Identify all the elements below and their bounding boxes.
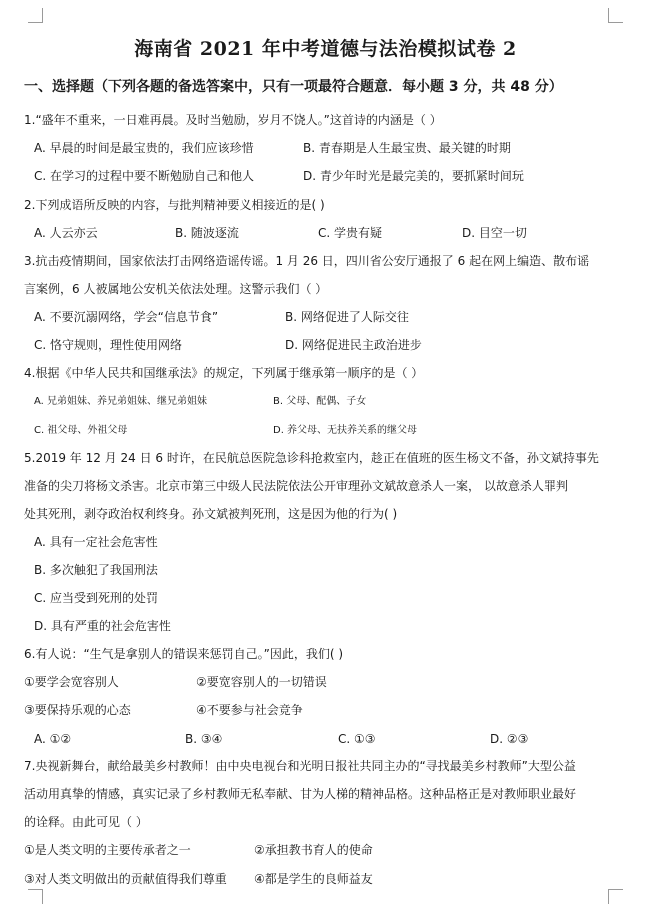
question-2-option-c: C. 学贵有疑 [318, 226, 383, 240]
corner-mark-bottom-left [28, 889, 43, 904]
question-5-stem-line-2: 准备的尖刀将杨文杀害。北京市第三中级人民法院依法公开审理孙文斌故意杀人一案， 以故意杀人罪判 [24, 479, 568, 493]
question-5-option-b: B. 多次触犯了我国刑法 [34, 563, 158, 577]
question-6-statement-3: ③要保持乐观的心态 [24, 703, 131, 717]
question-5-option-a: A. 具有一定社会危害性 [34, 535, 158, 549]
section-heading: 一、选择题（下列各题的备选答案中，只有一项最符合题意．每小题 3 分，共 48 分） [24, 79, 563, 95]
question-7-statement-4: ④都是学生的良师益友 [254, 872, 373, 886]
question-6-option-b: B. ③④ [185, 732, 223, 746]
question-1-stem: 1.“盛年不重来，一日难再晨。及时当勉励，岁月不饶人。”这首诗的内涵是（ ） [24, 113, 442, 127]
question-3-stem-line-1: 3.抗击疫情期间，国家依法打击网络造谣传谣。1 月 26 日，四川省公安厅通报了 6 起在网上编造、散布谣 [24, 254, 590, 268]
question-3-option-b: B. 网络促进了人际交往 [285, 310, 409, 324]
question-6-option-c: C. ①③ [338, 732, 376, 746]
question-5-stem-line-3: 处其死刑，剥夺政治权利终身。孙文斌被判死刑，这是因为他的行为( ) [24, 507, 398, 521]
corner-mark-bottom-right [608, 889, 623, 904]
question-1-option-c: C. 在学习的过程中要不断勉励自己和他人 [34, 169, 255, 183]
corner-mark-top-left [28, 8, 43, 23]
question-7-stem-line-3: 的诠释。由此可见（ ） [24, 815, 148, 829]
question-6-statement-1: ①要学会宽容别人 [24, 675, 119, 689]
question-2-option-b: B. 随波逐流 [175, 226, 239, 240]
question-2-option-d: D. 目空一切 [462, 226, 527, 240]
corner-mark-top-right [608, 8, 623, 23]
question-7-statement-3: ③对人类文明做出的贡献值得我们尊重 [24, 872, 227, 886]
question-2-option-a: A. 人云亦云 [34, 226, 98, 240]
question-7-stem-line-1: 7.央视新舞台，献给最美乡村教师！由中央电视台和光明日报社共同主办的“寻找最美乡村教师”大型公益 [24, 759, 576, 773]
question-6-statement-4: ④不要参与社会竞争 [196, 703, 303, 717]
question-7-statement-1: ①是人类文明的主要传承者之一 [24, 843, 191, 857]
question-4-option-a: A. 兄弟姐妹、养兄弟姐妹、继兄弟姐妹 [34, 396, 208, 407]
question-1-option-b: B. 青春期是人生最宝贵、最关键的时期 [303, 141, 511, 155]
question-5-option-c: C. 应当受到死刑的处罚 [34, 591, 159, 605]
question-1-option-a: A. 早晨的时间是最宝贵的，我们应该珍惜 [34, 141, 254, 155]
question-6-option-a: A. ①② [34, 732, 72, 746]
question-4-option-b: B. 父母、配偶、子女 [273, 396, 367, 407]
question-3-option-c: C. 恪守规则，理性使用网络 [34, 338, 183, 352]
question-7-stem-line-2: 活动用真挚的情感，真实记录了乡村教师无私奉献、甘为人梯的精神品格。这种品格正是对教师职业最好 [24, 787, 577, 801]
question-6-statement-2: ②要宽容别人的一切错误 [196, 675, 327, 689]
question-2-stem: 2.下列成语所反映的内容，与批判精神要义相接近的是( ) [24, 198, 325, 212]
question-3-option-a: A. 不要沉溺网络，学会“信息节食” [34, 310, 219, 324]
question-3-option-d: D. 网络促进民主政治进步 [285, 338, 422, 352]
page-title: 海南省 2021 年中考道德与法治模拟试卷 2 [134, 38, 517, 60]
question-5-stem-line-1: 5.2019 年 12 月 24 日 6 时许，在民航总医院急诊科抢救室内，趁正在值班的医生杨文不备，孙文斌持事先 [24, 451, 599, 465]
question-7-statement-2: ②承担教书育人的使命 [254, 843, 373, 857]
question-4-option-c: C. 祖父母、外祖父母 [34, 425, 128, 436]
question-3-stem-line-2: 言案例，6 人被属地公安机关依法处理。这警示我们（ ） [24, 282, 328, 296]
question-4-option-d: D. 养父母、无扶养关系的继父母 [273, 425, 418, 436]
question-1-option-d: D. 青少年时光是最完美的，要抓紧时间玩 [303, 169, 524, 183]
question-6-option-d: D. ②③ [490, 732, 529, 746]
question-5-option-d: D. 具有严重的社会危害性 [34, 619, 171, 633]
question-4-stem: 4.根据《中华人民共和国继承法》的规定，下列属于继承第一顺序的是（ ） [24, 366, 424, 380]
question-6-stem: 6.有人说：“生气是拿别人的错误来惩罚自己。”因此，我们( ) [24, 647, 344, 661]
